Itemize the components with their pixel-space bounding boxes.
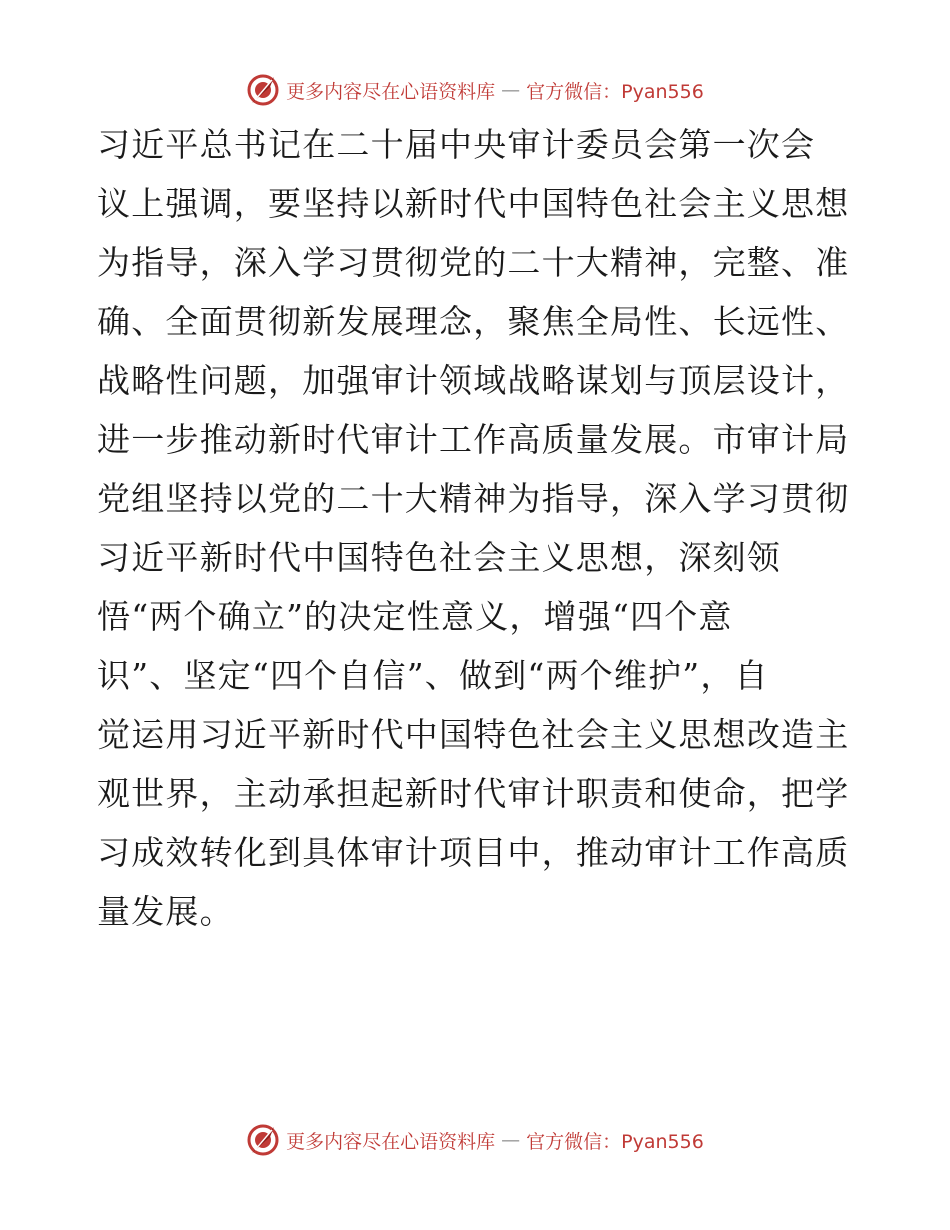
body-line: 识”、坚定“四个自信”、做到“两个维护”，自 bbox=[97, 656, 769, 695]
footer-site-text: 更多内容尽在心语资料库 bbox=[286, 1130, 496, 1153]
body-line: 进一步推动新时代审计工作高质量发展。市审计局 bbox=[97, 420, 850, 459]
body-line: 习近平总书记在二十届中央审计委员会第一次会 bbox=[97, 125, 816, 164]
document-body bbox=[97, 115, 857, 941]
body-line: 战略性问题，加强审计领域战略谋划与顶层设计， bbox=[97, 361, 850, 400]
body-line: 确、全面贯彻新发展理念，聚焦全局性、长远性、 bbox=[97, 302, 850, 341]
body-line: 悟“两个确立”的决定性意义，增强“四个意 bbox=[97, 597, 733, 636]
body-line: 觉运用习近平新时代中国特色社会主义思想改造主 bbox=[97, 715, 850, 754]
footer-separator: — bbox=[501, 1129, 521, 1151]
footer-contact-text: 官方微信：Pyan556 bbox=[526, 1130, 704, 1153]
footer-banner-inner bbox=[246, 1123, 704, 1157]
header-site-text: 更多内容尽在心语资料库 bbox=[286, 80, 496, 103]
header-separator: — bbox=[501, 79, 521, 101]
header-banner bbox=[0, 72, 950, 108]
header-banner-inner bbox=[246, 73, 704, 107]
footer-banner bbox=[0, 1122, 950, 1158]
body-line: 观世界，主动承担起新时代审计职责和使命，把学 bbox=[97, 774, 850, 813]
body-line: 为指导，深入学习贯彻党的二十大精神，完整、准 bbox=[97, 243, 850, 282]
quill-logo-icon bbox=[246, 73, 280, 107]
quill-logo-icon bbox=[246, 1123, 280, 1157]
body-line: 习成效转化到具体审计项目中，推动审计工作高质 bbox=[97, 833, 850, 872]
body-line: 议上强调，要坚持以新时代中国特色社会主义思想 bbox=[97, 184, 850, 223]
body-line: 量发展。 bbox=[97, 892, 234, 931]
body-line: 党组坚持以党的二十大精神为指导，深入学习贯彻 bbox=[97, 479, 850, 518]
body-line: 习近平新时代中国特色社会主义思想，深刻领 bbox=[97, 538, 781, 577]
header-contact-text: 官方微信：Pyan556 bbox=[526, 80, 704, 103]
